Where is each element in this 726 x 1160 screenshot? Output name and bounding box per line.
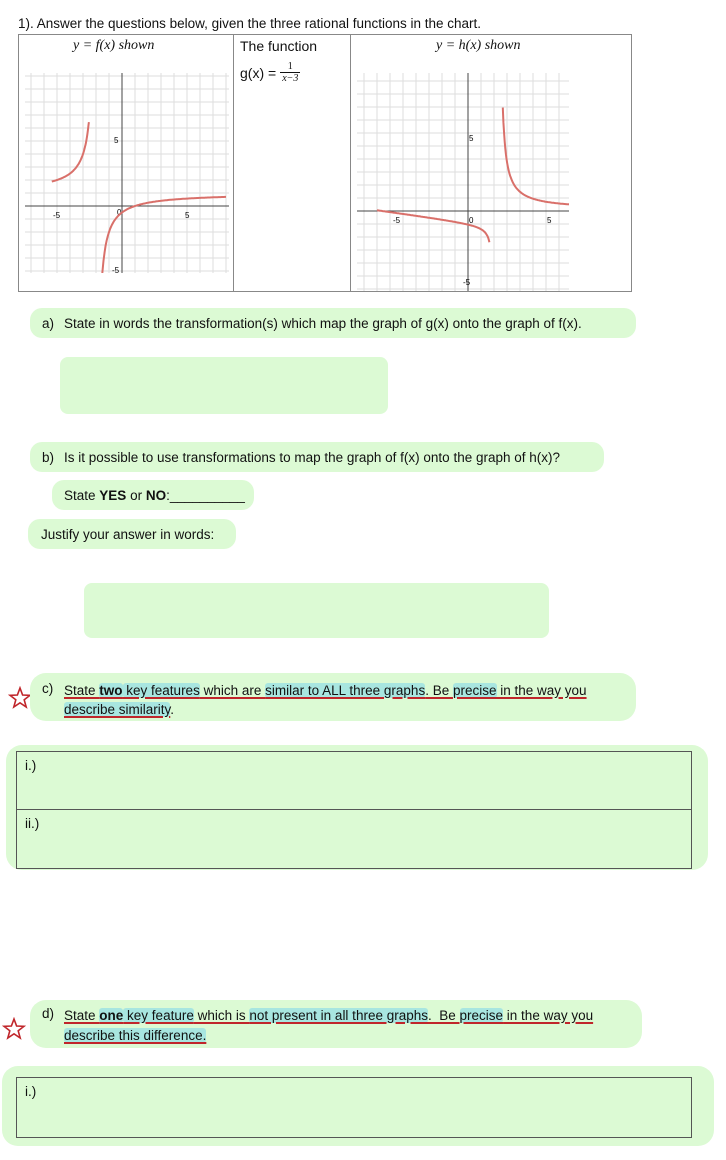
- answer-a-box[interactable]: [60, 357, 388, 414]
- no-word: NO: [145, 487, 167, 503]
- qc-p4: in the way you: [496, 683, 587, 698]
- qd-key-feature: key feature: [123, 1008, 194, 1023]
- question-b-label: b): [42, 449, 55, 465]
- h-grid: [357, 73, 569, 291]
- question-c-line1: [64, 683, 587, 698]
- h-ytick: -5: [463, 278, 471, 287]
- f-xtick: 5: [185, 211, 190, 220]
- question-c-text: [64, 681, 587, 719]
- yes-word: YES: [99, 487, 127, 503]
- f-xtick: -5: [53, 211, 61, 220]
- yes-no-prompt[interactable]: [52, 480, 254, 510]
- qc-precise: precise: [452, 683, 497, 698]
- qd-precise: precise: [459, 1008, 504, 1023]
- or-word: or: [126, 487, 146, 503]
- qd-not-present: not present in all three graphs: [249, 1008, 428, 1023]
- question-a: [30, 308, 636, 338]
- question-c-label: c): [42, 681, 54, 696]
- g-formula: [240, 61, 300, 84]
- g-formula-lhs: g(x) =: [240, 64, 277, 81]
- f-grid: [25, 73, 229, 273]
- qc-p3: . Be: [425, 683, 453, 698]
- qc-p2: which are: [199, 683, 266, 698]
- qd-p4: in the way you: [503, 1008, 594, 1023]
- h-xtick: -5: [393, 216, 401, 225]
- h-ytick: 5: [469, 134, 474, 143]
- column-divider: [233, 35, 234, 291]
- justify-text: Justify your answer in words:: [41, 526, 215, 542]
- question-a-label: a): [42, 315, 55, 331]
- question-b-text: Is it possible to use transformations to map the graph of f(x) onto the graph of h(x)?: [64, 449, 561, 465]
- qc-similar: similar to ALL three graphs: [265, 683, 426, 698]
- qd-p3: . Be: [428, 1008, 460, 1023]
- function-chart-table: [18, 34, 632, 292]
- question-d-line1: [64, 1008, 593, 1023]
- g-formula-denominator: x−3: [282, 73, 299, 84]
- yes-no-pre: State: [64, 487, 96, 503]
- answer-c-table: [16, 751, 692, 869]
- qc-two: two: [99, 683, 123, 698]
- answer-c-row2-input[interactable]: [19, 810, 691, 868]
- question-title: 1). Answer the questions below, given the three rational functions in the chart.: [18, 16, 482, 31]
- h-graph: [357, 73, 569, 291]
- f-ytick: -5: [112, 266, 120, 273]
- question-d-label: d): [42, 1006, 55, 1021]
- answer-c-row1-label: i.): [25, 758, 37, 773]
- f-graph: [25, 73, 229, 273]
- h-xtick: 5: [547, 216, 552, 225]
- qc-p1: State: [64, 683, 100, 698]
- qc-key-features: key features: [122, 683, 200, 698]
- yes-no-blank: :__________: [166, 487, 245, 503]
- question-a-text: State in words the transformation(s) which map the graph of g(x) onto the graph of f(x).: [64, 315, 582, 331]
- f-ytick: 5: [114, 136, 119, 145]
- star-icon: [2, 1017, 26, 1045]
- answer-d-row1-label: i.): [25, 1084, 37, 1099]
- g-formula-fraction: [280, 61, 300, 84]
- question-b: [30, 442, 604, 472]
- qc-p5: .: [170, 702, 175, 717]
- qc-line2: describe similarity: [64, 702, 171, 717]
- answer-c-row1-input[interactable]: [19, 752, 691, 808]
- qd-line2: describe this difference.: [64, 1028, 207, 1043]
- qd-p2: which is: [193, 1008, 250, 1023]
- h-graph-heading: y = h(x) shown: [436, 38, 521, 53]
- question-d-text: [64, 1006, 593, 1046]
- f-xtick: 0: [117, 208, 122, 217]
- justify-prompt: [28, 519, 236, 549]
- f-graph-heading: y = f(x) shown: [73, 38, 155, 53]
- qd-p1: State: [64, 1008, 100, 1023]
- question-c: [30, 673, 636, 721]
- answer-d-table[interactable]: [16, 1077, 692, 1138]
- qd-one: one: [99, 1008, 124, 1023]
- column-divider: [350, 35, 351, 291]
- question-d: [30, 1000, 642, 1048]
- answer-b-box[interactable]: [84, 583, 549, 638]
- g-formula-numerator: 1: [287, 61, 293, 72]
- star-icon: [8, 686, 32, 714]
- answer-c-row2-label: ii.): [25, 816, 40, 831]
- g-function-heading: The function: [240, 38, 318, 54]
- h-xtick: 0: [469, 216, 474, 225]
